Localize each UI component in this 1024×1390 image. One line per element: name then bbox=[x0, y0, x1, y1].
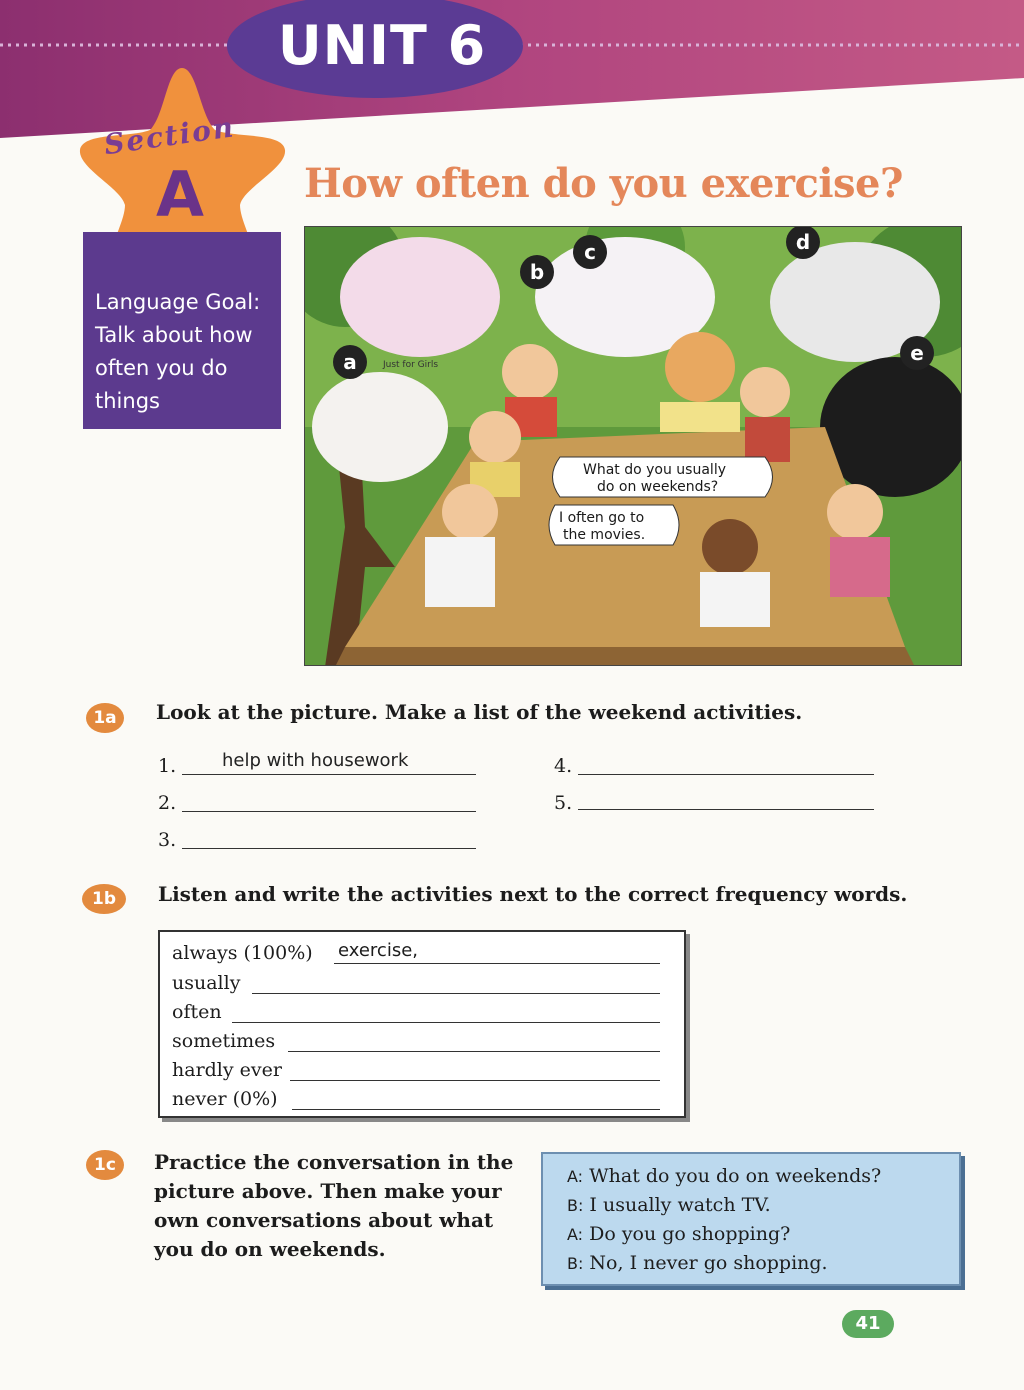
label-d: d bbox=[795, 230, 811, 254]
freq-word-often: often bbox=[172, 1001, 222, 1023]
goal-line: Talk about how bbox=[95, 323, 253, 347]
section-letter: A bbox=[156, 158, 204, 231]
instruction-1c-line: picture above. Then make your bbox=[154, 1179, 502, 1203]
goal-line: things bbox=[95, 389, 160, 413]
freq-answer-never[interactable] bbox=[292, 1085, 660, 1110]
speaker: A: bbox=[567, 1225, 584, 1244]
bubble-2-line-1: I often go to bbox=[559, 510, 645, 526]
answer-line-5[interactable] bbox=[578, 785, 874, 810]
freq-word-hardly-ever: hardly ever bbox=[172, 1059, 282, 1081]
list-number: 3. bbox=[158, 829, 177, 851]
goal-line: often you do bbox=[95, 356, 228, 380]
label-b: b bbox=[529, 260, 545, 284]
exercise-badge-1b: 1b bbox=[82, 884, 126, 914]
conversation-line bbox=[567, 1191, 945, 1220]
instruction-1a: Look at the picture. Make a list of the weekend activities. bbox=[156, 700, 803, 724]
instruction-1c-line: own conversations about what bbox=[154, 1208, 494, 1232]
list-number: 1. bbox=[158, 755, 177, 777]
freq-answer-sometimes[interactable] bbox=[288, 1027, 660, 1052]
answer-line-2[interactable] bbox=[182, 787, 476, 812]
freq-answer-hardly-ever[interactable] bbox=[290, 1056, 660, 1081]
speaker: B: bbox=[567, 1254, 584, 1273]
instruction-1b: Listen and write the activities next to the correct frequency words. bbox=[158, 882, 908, 906]
speaker: B: bbox=[567, 1196, 584, 1215]
freq-answer-always[interactable]: exercise, bbox=[334, 940, 660, 964]
line-text: Do you go shopping? bbox=[589, 1223, 791, 1245]
goal-heading: Language Goal: bbox=[95, 290, 261, 314]
sign-text: Just for Girls bbox=[383, 360, 439, 370]
exercise-badge-1a: 1a bbox=[86, 703, 124, 733]
freq-answer-usually[interactable] bbox=[252, 969, 660, 994]
page-number: 41 bbox=[842, 1310, 894, 1338]
exercise-badge-1c: 1c bbox=[86, 1150, 124, 1180]
conversation-line bbox=[567, 1162, 945, 1191]
instruction-1c bbox=[154, 1148, 524, 1264]
conversation-line bbox=[567, 1249, 945, 1278]
line-text: No, I never go shopping. bbox=[589, 1252, 828, 1274]
conversation-line bbox=[567, 1220, 945, 1249]
section-label: Section bbox=[101, 110, 237, 162]
line-text: What do you do on weekends? bbox=[589, 1165, 882, 1187]
bubble-2-line-2: the movies. bbox=[563, 527, 646, 543]
conversation-box bbox=[541, 1152, 961, 1286]
page-title: How often do you exercise? bbox=[304, 160, 903, 207]
line-text: I usually watch TV. bbox=[589, 1194, 771, 1216]
freq-word-always: always (100%) bbox=[172, 942, 313, 964]
list-number: 5. bbox=[554, 792, 573, 814]
freq-word-never: never (0%) bbox=[172, 1088, 278, 1110]
list-number: 2. bbox=[158, 792, 177, 814]
instruction-1c-line: you do on weekends. bbox=[154, 1237, 386, 1261]
answer-line-4[interactable] bbox=[578, 750, 874, 775]
answer-line-3[interactable] bbox=[182, 824, 476, 849]
speaker: A: bbox=[567, 1167, 584, 1186]
unit-title: UNIT 6 bbox=[277, 14, 487, 77]
language-goal-box bbox=[83, 232, 281, 429]
label-c: c bbox=[584, 240, 596, 264]
frequency-box bbox=[158, 930, 686, 1118]
bubble-1-line-2: do on weekends? bbox=[597, 479, 719, 495]
answer-line-1[interactable]: help with housework bbox=[182, 750, 476, 775]
label-a: a bbox=[343, 350, 357, 374]
label-e: e bbox=[910, 341, 924, 365]
instruction-1c-line: Practice the conversation in the bbox=[154, 1150, 514, 1174]
illustration bbox=[304, 226, 962, 666]
freq-word-sometimes: sometimes bbox=[172, 1030, 276, 1052]
freq-word-usually: usually bbox=[172, 972, 241, 994]
list-number: 4. bbox=[554, 755, 573, 777]
bubble-1-line-1: What do you usually bbox=[583, 462, 726, 478]
freq-answer-often[interactable] bbox=[232, 998, 660, 1023]
